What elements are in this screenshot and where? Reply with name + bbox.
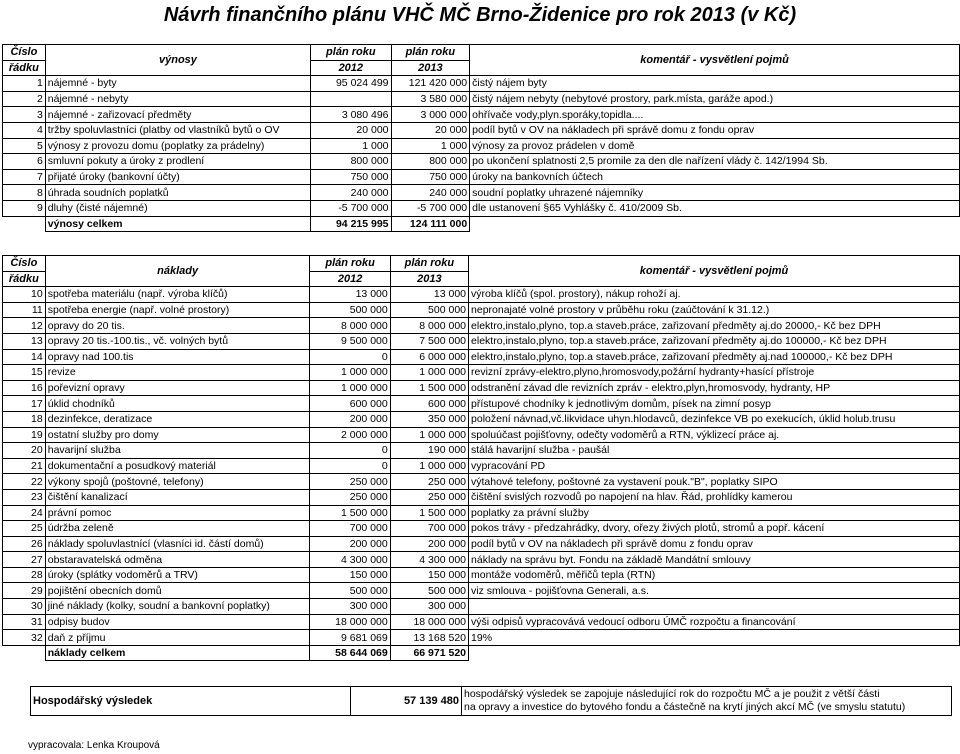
total-row xyxy=(3,216,960,232)
value-2012: 300 000 xyxy=(310,599,390,615)
row-number: 26 xyxy=(3,536,46,552)
row-comment: elektro,instalo,plyno, top.a staveb.práce, zařizovaní předměty aj.do 20000,- Kč bez DPH xyxy=(469,318,960,334)
row-comment: po ukončení splatnosti 2,5 promile za den dle nařízení vlády č. 142/1994 Sb. xyxy=(470,154,960,170)
row-number: 4 xyxy=(3,122,46,138)
row-name: úklid chodníků xyxy=(45,396,310,412)
row-number: 17 xyxy=(3,396,46,412)
table-row xyxy=(3,489,960,505)
value-2012: 250 000 xyxy=(310,489,390,505)
empty-cell xyxy=(470,216,960,232)
value-2012: 600 000 xyxy=(310,396,390,412)
total-2012: 94 215 995 xyxy=(311,216,391,232)
value-2012: 4 300 000 xyxy=(310,552,390,568)
result-note-line-1: hospodářský výsledek se zapojuje následující rok do rozpočtu MČ a je použit z větší části xyxy=(464,688,880,700)
row-name: náklady spoluvlastnící (vlasníci id. částí domů) xyxy=(45,536,310,552)
row-comment: revizní zprávy-elektro,plyno,hromosvody,požární hydranty+hasící přístroje xyxy=(469,365,960,381)
row-number: 27 xyxy=(3,552,46,568)
col-comment-header: komentář - vysvětlení pojmů xyxy=(469,256,960,287)
row-number: 22 xyxy=(3,474,46,490)
row-number: 10 xyxy=(3,287,46,303)
table-row xyxy=(3,365,960,381)
value-2012: 500 000 xyxy=(310,302,390,318)
table-row xyxy=(3,630,960,646)
row-comment: dle ustanovení §65 Vyhlášky č. 410/2009 Sb. xyxy=(470,200,960,216)
row-number: 12 xyxy=(3,318,46,334)
value-2012: 200 000 xyxy=(310,411,390,427)
row-name: spotřeba energie (např. volné prostory) xyxy=(45,302,310,318)
value-2012: 750 000 xyxy=(311,169,391,185)
row-number: 24 xyxy=(3,505,46,521)
value-2013: 150 000 xyxy=(390,567,468,583)
row-comment: náklady na správu byt. Fondu na základě Mandátní smlouvy xyxy=(469,552,960,568)
value-2012: 0 xyxy=(310,443,390,459)
row-name: spotřeba materiálu (např. výroba klíčů) xyxy=(45,287,310,303)
row-name: tržby spoluvlastníci (platby od vlastníků bytů o OV xyxy=(45,122,310,138)
value-2013: 200 000 xyxy=(390,536,468,552)
table-row xyxy=(3,427,960,443)
row-name: dluhy (čisté nájemné) xyxy=(45,200,310,216)
row-name: obstaravatelská odměna xyxy=(45,552,310,568)
total-row xyxy=(3,645,960,661)
row-name: údržba zeleně xyxy=(45,521,310,537)
value-2012: 9 500 000 xyxy=(310,333,390,349)
row-comment: soudní poplatky uhrazené nájemníky xyxy=(470,185,960,201)
row-name: úroky (splátky vodoměrů a TRV) xyxy=(45,567,310,583)
value-2013: 1 000 000 xyxy=(390,458,468,474)
table-row xyxy=(3,349,960,365)
row-comment: výroba klíčů (spol. prostory), nákup rohoží aj. xyxy=(469,287,960,303)
row-name: opravy do 20 tis. xyxy=(45,318,310,334)
value-2013: 750 000 xyxy=(391,169,470,185)
value-2013: 500 000 xyxy=(390,583,468,599)
value-2012: 200 000 xyxy=(310,536,390,552)
year-2013-header: 2013 xyxy=(390,271,468,287)
row-number: 32 xyxy=(3,630,46,646)
result-note-line-2: na opravy a investice do bytového fondu a částečně na krytí jiných akcí MČ (ve smyslu statutu) xyxy=(464,701,906,713)
row-comment: poplatky za právní služby xyxy=(469,505,960,521)
value-2012: 700 000 xyxy=(310,521,390,537)
row-name: revize xyxy=(45,365,310,381)
value-2012 xyxy=(311,91,391,107)
author-note: vypracovala: Lenka Kroupová xyxy=(28,740,160,751)
row-number: 23 xyxy=(3,489,46,505)
row-comment: viz smlouva - pojišťovna Generali, a.s. xyxy=(469,583,960,599)
row-comment: úroky na bankovních účtech xyxy=(470,169,960,185)
col-number-header: Číslo xyxy=(3,256,46,272)
table-row xyxy=(3,200,960,216)
value-2012: 9 681 069 xyxy=(310,630,390,646)
value-2012: 95 024 499 xyxy=(311,76,391,92)
row-name: výnosy z provozu domu (poplatky za prádelny) xyxy=(45,138,310,154)
value-2012: 1 000 000 xyxy=(310,365,390,381)
row-comment: vypracování PD xyxy=(469,458,960,474)
row-number: 21 xyxy=(3,458,46,474)
row-name: nájemné - zařizovací předměty xyxy=(45,107,310,123)
value-2012: 2 000 000 xyxy=(310,427,390,443)
table-row xyxy=(3,521,960,537)
row-comment: výtahové telefony, poštovné za vystavení pouk."B", poplatky SIPO xyxy=(469,474,960,490)
table-row xyxy=(3,76,960,92)
row-name: nájemné - byty xyxy=(45,76,310,92)
value-2013: 121 420 000 xyxy=(391,76,470,92)
row-comment: odstranění závad dle revizních zpráv - elektro,plyn,hromosvody, hydranty, HP xyxy=(469,380,960,396)
row-name: pojištění obecních domů xyxy=(45,583,310,599)
row-name: opravy 20 tis.-100.tis., vč. volných bytů xyxy=(45,333,310,349)
table-row xyxy=(3,552,960,568)
value-2013: 3 000 000 xyxy=(391,107,470,123)
value-2013: 3 580 000 xyxy=(391,91,470,107)
row-comment: elektro,instalo,plyno, top.a staveb.práce, zařizovaní předměty aj.nad 100000,- Kč bez DPH xyxy=(469,349,960,365)
row-comment: výši odpisů vypracovává vedoucí odboru ÚMČ rozpočtu a financování xyxy=(469,614,960,630)
value-2013: 13 000 xyxy=(390,287,468,303)
table-row xyxy=(3,567,960,583)
row-comment: podíl bytů v OV na nákladech při správě domu z fondu oprav xyxy=(469,536,960,552)
result-label: Hospodářský výsledek xyxy=(31,687,351,716)
row-comment: stálá havarijní služba - paušál xyxy=(469,443,960,459)
value-2013: 20 000 xyxy=(391,122,470,138)
row-name: právní pomoc xyxy=(45,505,310,521)
table-row xyxy=(3,614,960,630)
row-number: 31 xyxy=(3,614,46,630)
costs-table xyxy=(2,255,960,661)
table-row xyxy=(3,287,960,303)
col-plan-2013-header: plán roku xyxy=(391,45,470,61)
income-table xyxy=(2,44,960,232)
col-plan-2012-header: plán roku xyxy=(310,256,390,272)
table-row xyxy=(3,154,960,170)
value-2012: 500 000 xyxy=(310,583,390,599)
value-2012: 8 000 000 xyxy=(310,318,390,334)
row-name: výkony spojů (poštovné, telefony) xyxy=(45,474,310,490)
row-number: 28 xyxy=(3,567,46,583)
table-row xyxy=(3,138,960,154)
table-row xyxy=(3,599,960,615)
col-number-header: Číslo xyxy=(3,45,46,61)
row-number: 15 xyxy=(3,365,46,381)
table-row xyxy=(3,122,960,138)
row-comment: výnosy za provoz prádelen v domě xyxy=(470,138,960,154)
year-2013-header: 2013 xyxy=(391,60,470,76)
row-comment: čistý nájem nebyty (nebytové prostory, park.místa, garáže apod.) xyxy=(470,91,960,107)
table-row xyxy=(3,536,960,552)
value-2012: 1 000 xyxy=(311,138,391,154)
empty-cell xyxy=(3,216,46,232)
row-name: ostatní služby pro domy xyxy=(45,427,310,443)
row-name: pořevizní opravy xyxy=(45,380,310,396)
table-row xyxy=(3,302,960,318)
header-row xyxy=(3,256,960,272)
table-row xyxy=(3,318,960,334)
row-number: 11 xyxy=(3,302,46,318)
value-2012: 13 000 xyxy=(310,287,390,303)
table-row xyxy=(3,411,960,427)
row-name: přijaté úroky (bankovní účty) xyxy=(45,169,310,185)
col-number-header-2: řádku xyxy=(3,271,46,287)
table-row xyxy=(3,505,960,521)
row-comment: položení návnad,vč.likvidace uhyn.hlodavců, dezinfekce VB po exekucích, úklid holub.trusu xyxy=(469,411,960,427)
col-plan-2012-header: plán roku xyxy=(311,45,391,61)
result-table xyxy=(30,686,952,716)
total-2013: 66 971 520 xyxy=(390,645,468,661)
row-number: 3 xyxy=(3,107,46,123)
value-2013: 4 300 000 xyxy=(390,552,468,568)
value-2013: 13 168 520 xyxy=(390,630,468,646)
value-2013: 700 000 xyxy=(390,521,468,537)
row-name: dezinfekce, deratizace xyxy=(45,411,310,427)
value-2013: 18 000 000 xyxy=(390,614,468,630)
value-2013: 1 500 000 xyxy=(390,505,468,521)
result-note xyxy=(462,687,952,716)
value-2012: 150 000 xyxy=(310,567,390,583)
value-2013: 800 000 xyxy=(391,154,470,170)
year-2012-header: 2012 xyxy=(310,271,390,287)
row-name: dokumentační a posudkový materiál xyxy=(45,458,310,474)
col-comment-header: komentář - vysvětlení pojmů xyxy=(470,45,960,76)
total-2012: 58 644 069 xyxy=(310,645,390,661)
row-name: smluvní pokuty a úroky z prodlení xyxy=(45,154,310,170)
table-row xyxy=(3,443,960,459)
row-comment: elektro,instalo,plyno, top.a staveb.práce, zařizovaní předměty aj.do 100000,- Kč bez DPH xyxy=(469,333,960,349)
value-2013: -5 700 000 xyxy=(391,200,470,216)
empty-cell xyxy=(3,645,46,661)
value-2012: 18 000 000 xyxy=(310,614,390,630)
value-2013: 8 000 000 xyxy=(390,318,468,334)
row-comment: čistý nájem byty xyxy=(470,76,960,92)
value-2012: 1 000 000 xyxy=(310,380,390,396)
row-name: odpisy budov xyxy=(45,614,310,630)
row-number: 2 xyxy=(3,91,46,107)
value-2012: 20 000 xyxy=(311,122,391,138)
row-name: nájemné - nebyty xyxy=(45,91,310,107)
value-2012: 1 500 000 xyxy=(310,505,390,521)
row-name: úhrada soudních poplatků xyxy=(45,185,310,201)
total-2013: 124 111 000 xyxy=(391,216,470,232)
row-comment: ohřívače vody,plyn.sporáky,topidla.... xyxy=(470,107,960,123)
row-number: 25 xyxy=(3,521,46,537)
table-row xyxy=(3,583,960,599)
total-label: náklady celkem xyxy=(45,645,310,661)
row-comment: 19% xyxy=(469,630,960,646)
page-title: Návrh finančního plánu VHČ MČ Brno-Židenice pro rok 2013 (v Kč) xyxy=(163,4,797,26)
total-label: výnosy celkem xyxy=(45,216,310,232)
table-row xyxy=(3,107,960,123)
table-row xyxy=(3,169,960,185)
value-2013: 1 500 000 xyxy=(390,380,468,396)
value-2013: 6 000 000 xyxy=(390,349,468,365)
value-2012: 800 000 xyxy=(311,154,391,170)
row-number: 5 xyxy=(3,138,46,154)
row-number: 1 xyxy=(3,76,46,92)
value-2013: 1 000 000 xyxy=(390,365,468,381)
row-number: 8 xyxy=(3,185,46,201)
row-comment: spoluúčast pojišťovny, odečty vodoměrů a RTN, výklizecí práce aj. xyxy=(469,427,960,443)
value-2013: 250 000 xyxy=(390,489,468,505)
col-name-header: náklady xyxy=(45,256,310,287)
row-number: 6 xyxy=(3,154,46,170)
value-2012: 3 080 496 xyxy=(311,107,391,123)
row-number: 29 xyxy=(3,583,46,599)
empty-cell xyxy=(469,645,960,661)
row-name: daň z příjmu xyxy=(45,630,310,646)
table-row xyxy=(3,396,960,412)
row-comment: montáže vodoměrů, měřičů tepla (RTN) xyxy=(469,567,960,583)
value-2013: 1 000 000 xyxy=(390,427,468,443)
value-2013: 7 500 000 xyxy=(390,333,468,349)
row-name: jiné náklady (kolky, soudní a bankovní poplatky) xyxy=(45,599,310,615)
row-name: čištění kanalizací xyxy=(45,489,310,505)
value-2013: 190 000 xyxy=(390,443,468,459)
table-row xyxy=(3,91,960,107)
row-number: 20 xyxy=(3,443,46,459)
row-name: havarijní služba xyxy=(45,443,310,459)
row-comment: pokos trávy - předzahrádky, dvory, ořezy živých plotů, stromů a popř. kácení xyxy=(469,521,960,537)
row-comment: nepronajaté volné prostory v průběhu roku (zaúčtování k 31.12.) xyxy=(469,302,960,318)
header-row xyxy=(3,45,960,61)
value-2012: 0 xyxy=(310,349,390,365)
table-row xyxy=(3,458,960,474)
table-row xyxy=(3,474,960,490)
table-row xyxy=(3,380,960,396)
row-comment xyxy=(469,599,960,615)
value-2012: 240 000 xyxy=(311,185,391,201)
row-number: 30 xyxy=(3,599,46,615)
row-comment: podíl bytů v OV na nákladech při správě domu z fondu oprav xyxy=(470,122,960,138)
value-2013: 240 000 xyxy=(391,185,470,201)
row-number: 7 xyxy=(3,169,46,185)
value-2012: -5 700 000 xyxy=(311,200,391,216)
value-2013: 350 000 xyxy=(390,411,468,427)
row-number: 19 xyxy=(3,427,46,443)
col-plan-2013-header: plán roku xyxy=(390,256,468,272)
col-number-header-2: řádku xyxy=(3,60,46,76)
value-2013: 300 000 xyxy=(390,599,468,615)
row-comment: čištění svislých rozvodů po napojení na hlav. Řád, prohlídky kamerou xyxy=(469,489,960,505)
table-row xyxy=(3,333,960,349)
col-name-header: výnosy xyxy=(45,45,310,76)
value-2013: 1 000 xyxy=(391,138,470,154)
value-2012: 0 xyxy=(310,458,390,474)
row-number: 18 xyxy=(3,411,46,427)
year-2012-header: 2012 xyxy=(311,60,391,76)
value-2013: 600 000 xyxy=(390,396,468,412)
value-2013: 250 000 xyxy=(390,474,468,490)
row-number: 16 xyxy=(3,380,46,396)
row-number: 14 xyxy=(3,349,46,365)
value-2012: 250 000 xyxy=(310,474,390,490)
row-number: 13 xyxy=(3,333,46,349)
row-name: opravy nad 100.tis xyxy=(45,349,310,365)
row-number: 9 xyxy=(3,200,46,216)
row-comment: přístupové chodníky k jednotlivým domům, písek na zimní posyp xyxy=(469,396,960,412)
value-2013: 500 000 xyxy=(390,302,468,318)
result-value: 57 139 480 xyxy=(351,687,462,716)
table-row xyxy=(3,185,960,201)
